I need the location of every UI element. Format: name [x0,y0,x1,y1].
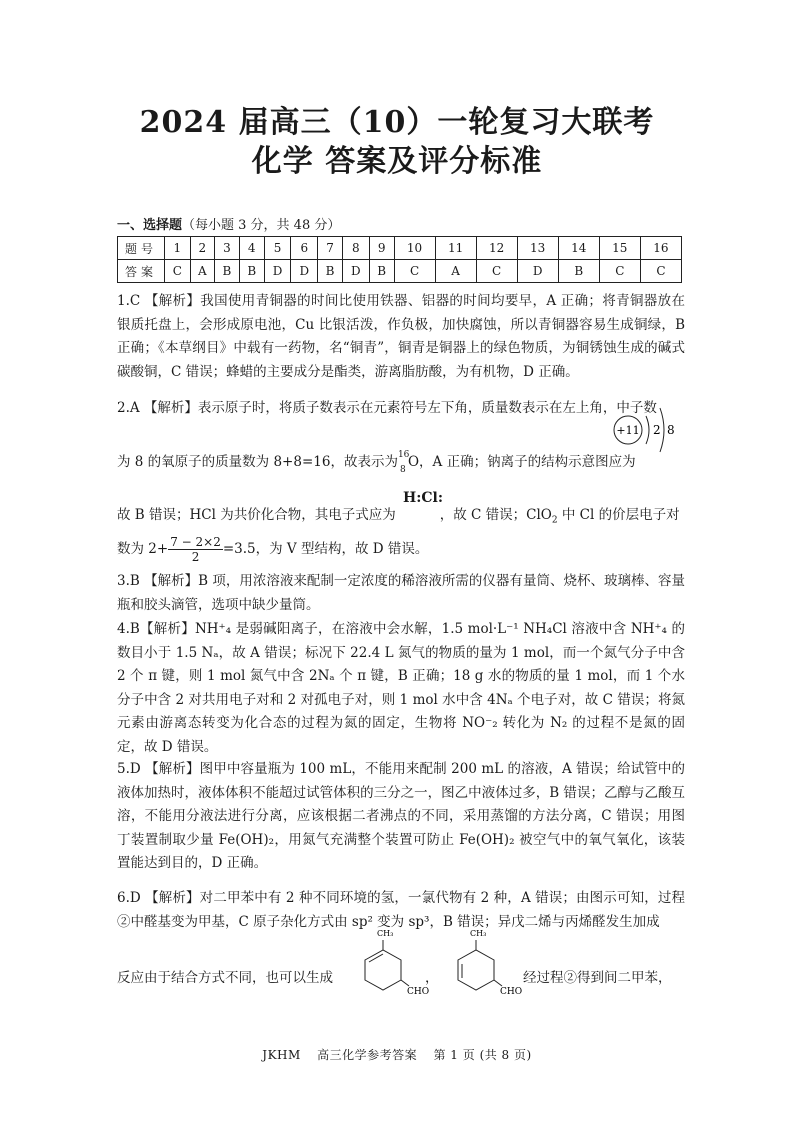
question-number-cell: 11 [435,237,476,260]
q6-text-part1: 反应由于结合方式不同，也可以生成 [117,970,333,986]
valence-fraction [168,535,223,564]
q2-text-part1: 为 8 的氧原子的质量数为 8+8=16，故表示为 [117,454,398,470]
aldehyde-label-1: CHO [407,987,430,997]
question-number-cell: 10 [394,237,435,260]
aldehyde-label-2: CHO [500,987,523,997]
explanation-q3: 3.B 【解析】B 项，用浓溶液来配制一定浓度的稀溶液所需的仪器有量筒、烧杯、玻璃棒、容量瓶和胶头滴管，选项中缺少量筒。 [117,573,685,613]
answer-cell: D [517,260,558,283]
footer-subject: 高三化学参考答案 [317,1048,418,1062]
answer-cell: B [558,260,599,283]
question-number-cell: 9 [369,237,394,260]
q2-text-part2: ，A 正确；钠离子的结构示意图应为 [419,454,636,470]
isotope-mass-number: 16 [397,450,410,460]
question-number-cell: 16 [640,237,681,260]
isotope-element: O [407,454,420,470]
section-heading-label: 一、选择题 [117,218,183,233]
answer-cell: B [369,260,394,283]
explanation-q2-line3 [117,505,685,531]
question-number-cell: 12 [476,237,517,260]
question-number-cell: 2 [190,237,214,260]
methyl-label-1: CH₃ [377,929,394,938]
question-number-cell: 15 [599,237,640,260]
question-number-cell: 14 [558,237,599,260]
answer-table [117,236,682,283]
q2-text-part7: =3.5，为 V 型结构，故 D 错误。 [222,541,429,557]
q2-text-part6: 数为 2+ [117,541,169,557]
question-number-cell: 6 [291,237,318,260]
answer-cell: A [435,260,476,283]
answer-cell: D [291,260,318,283]
question-number-row [118,237,682,260]
answer-cell: D [264,260,291,283]
question-number-cell: 1 [165,237,191,260]
footer-code: JKHM [262,1048,301,1062]
answer-cell: C [599,260,640,283]
answer-cell: B [318,260,343,283]
section-heading [117,214,340,233]
answer-cell: D [342,260,369,283]
answer-cell: B [239,260,264,283]
cyclohexene-aldehyde-structure-1 [345,929,430,1010]
q2-text-part3: 故 B 错误；HCl 为共价化合物，其电子式应为 [117,507,396,523]
explanation-q2-line2 [117,450,685,475]
explanation-q1: 1.C 【解析】我国使用青铜器的时间比使用铁器、铝器的时间均要早，A 正确；将青铜器放在银质托盘上，会形成原电池，Cu 比银活泼，作负极，加快腐蚀，所以青铜器容易生成铜绿，B 正确；《本草纲目》中载有一药物，名“铜青”，铜青是铜器上的绿色物质，为铜锈蚀生成的碱式碳酸铜，C 错误；蜂蜡的主要成分是酯类，游离脂肪酸，为有机物，D 正确。 [117,293,685,380]
question-number-cell: 7 [318,237,343,260]
explanation-q2-line4 [117,533,685,565]
answer-cell: C [165,260,191,283]
q2-text-part4: ，故 C 错误；ClO [439,507,552,523]
explanation-q4: 4.B【解析】NH⁺₄ 是弱碱阳离子，在溶液中会水解，1.5 mol·L⁻¹ NH₄Cl 溶液中含 NH⁺₄ 的数目小于 1.5 Nₐ，故 A 错误；标况下 22.4 L 氮气的物质的量为 1 mol，而一个氮气分子中含 2 个 π 键，则 1 mol 氮气中含 2Nₐ 个 π 键，B 正确；18 g 水的物质的量 1 mol，而 1 个水分子中含 2 对共用电子对和 2 对孤电子对，则 1 mol 水中含 4Nₐ 个电子对，故 C 错误；将氮元素由游离态转变为化合态的过程为氮的固定，生物将 NO⁻₂ 转化为 N₂ 的过程不是氮的固定，故 D 错误。 [117,621,685,755]
shell-1-electrons: 2 [653,423,661,437]
isotope-atomic-number: 8 [399,465,406,475]
question-number-cell: 13 [517,237,558,260]
clo2-subscript: 2 [551,515,558,526]
answer-cell: C [476,260,517,283]
q2-text-part5: 中 Cl 的价层电子对 [557,507,680,523]
q6-text-part3: 经过程②得到间二甲苯， [523,970,672,986]
cyclohexene-aldehyde-structure-2 [438,929,523,1010]
oxygen-isotope-symbol [397,450,420,475]
answer-row [118,260,682,283]
document-title-line1: 2024 届高三（10）一轮复习大联考 [139,105,655,140]
row-label-answer: 答案 [118,260,165,283]
explanation-q6-part1: 6.D 【解析】对二甲苯中有 2 种不同环境的氢，一氯代物有 2 种，A 错误；由图示可知，过程②中醛基变为甲基，C 原子杂化方式由 sp² 变为 sp³，B 错误；异戊二烯与丙烯醛发生加成 [117,890,685,930]
hcl-electron-formula: H:Cl: [403,490,444,506]
section-note: （每小题 3 分，共 48 分） [182,218,341,233]
explanation-q5: 5.D 【解析】图甲中容量瓶为 100 mL，不能用来配制 200 mL 的溶液，A 错误；给试管中的液体加热时，液体体积不能超过试管体积的三分之一，图乙中液体过多，B 错误；乙醇与乙酸互溶，不能用分液法进行分离，应该根据二者沸点的不同，采用蒸馏的方法分离，C 错误；用图丁装置制取少量 Fe(OH)₂，用氮气充满整个装置可防止 Fe(OH)₂ 被空气中的氧气氧化，该装置能达到目的，D 正确。 [117,761,685,871]
fraction-denominator: 2 [191,550,200,564]
question-number-cell: 4 [239,237,264,260]
question-number-cell: 5 [264,237,291,260]
sodium-nucleus-charge: +11 [616,424,640,437]
answer-cell: B [215,260,240,283]
footer-page-number: 第 1 页 (共 8 页) [433,1048,532,1062]
methyl-label-2: CH₃ [470,929,487,938]
answer-cell: C [640,260,681,283]
fraction-numerator: 7 − 2×2 [170,535,221,549]
answer-cell: A [190,260,214,283]
row-label-number: 题号 [118,237,165,260]
shell-2-electrons: 8 [667,423,675,437]
document-title-line2: 化学 答案及评分标准 [251,144,543,179]
question-number-cell: 3 [215,237,240,260]
explanation-q2-line1: 2.A 【解析】表示原子时，将质子数表示在元素符号左下角，质量数表示在左上角，中子数 [117,400,657,416]
answer-cell: C [394,260,435,283]
page-footer [0,1046,794,1063]
q6-comma: ， [425,970,439,986]
question-number-cell: 8 [342,237,369,260]
